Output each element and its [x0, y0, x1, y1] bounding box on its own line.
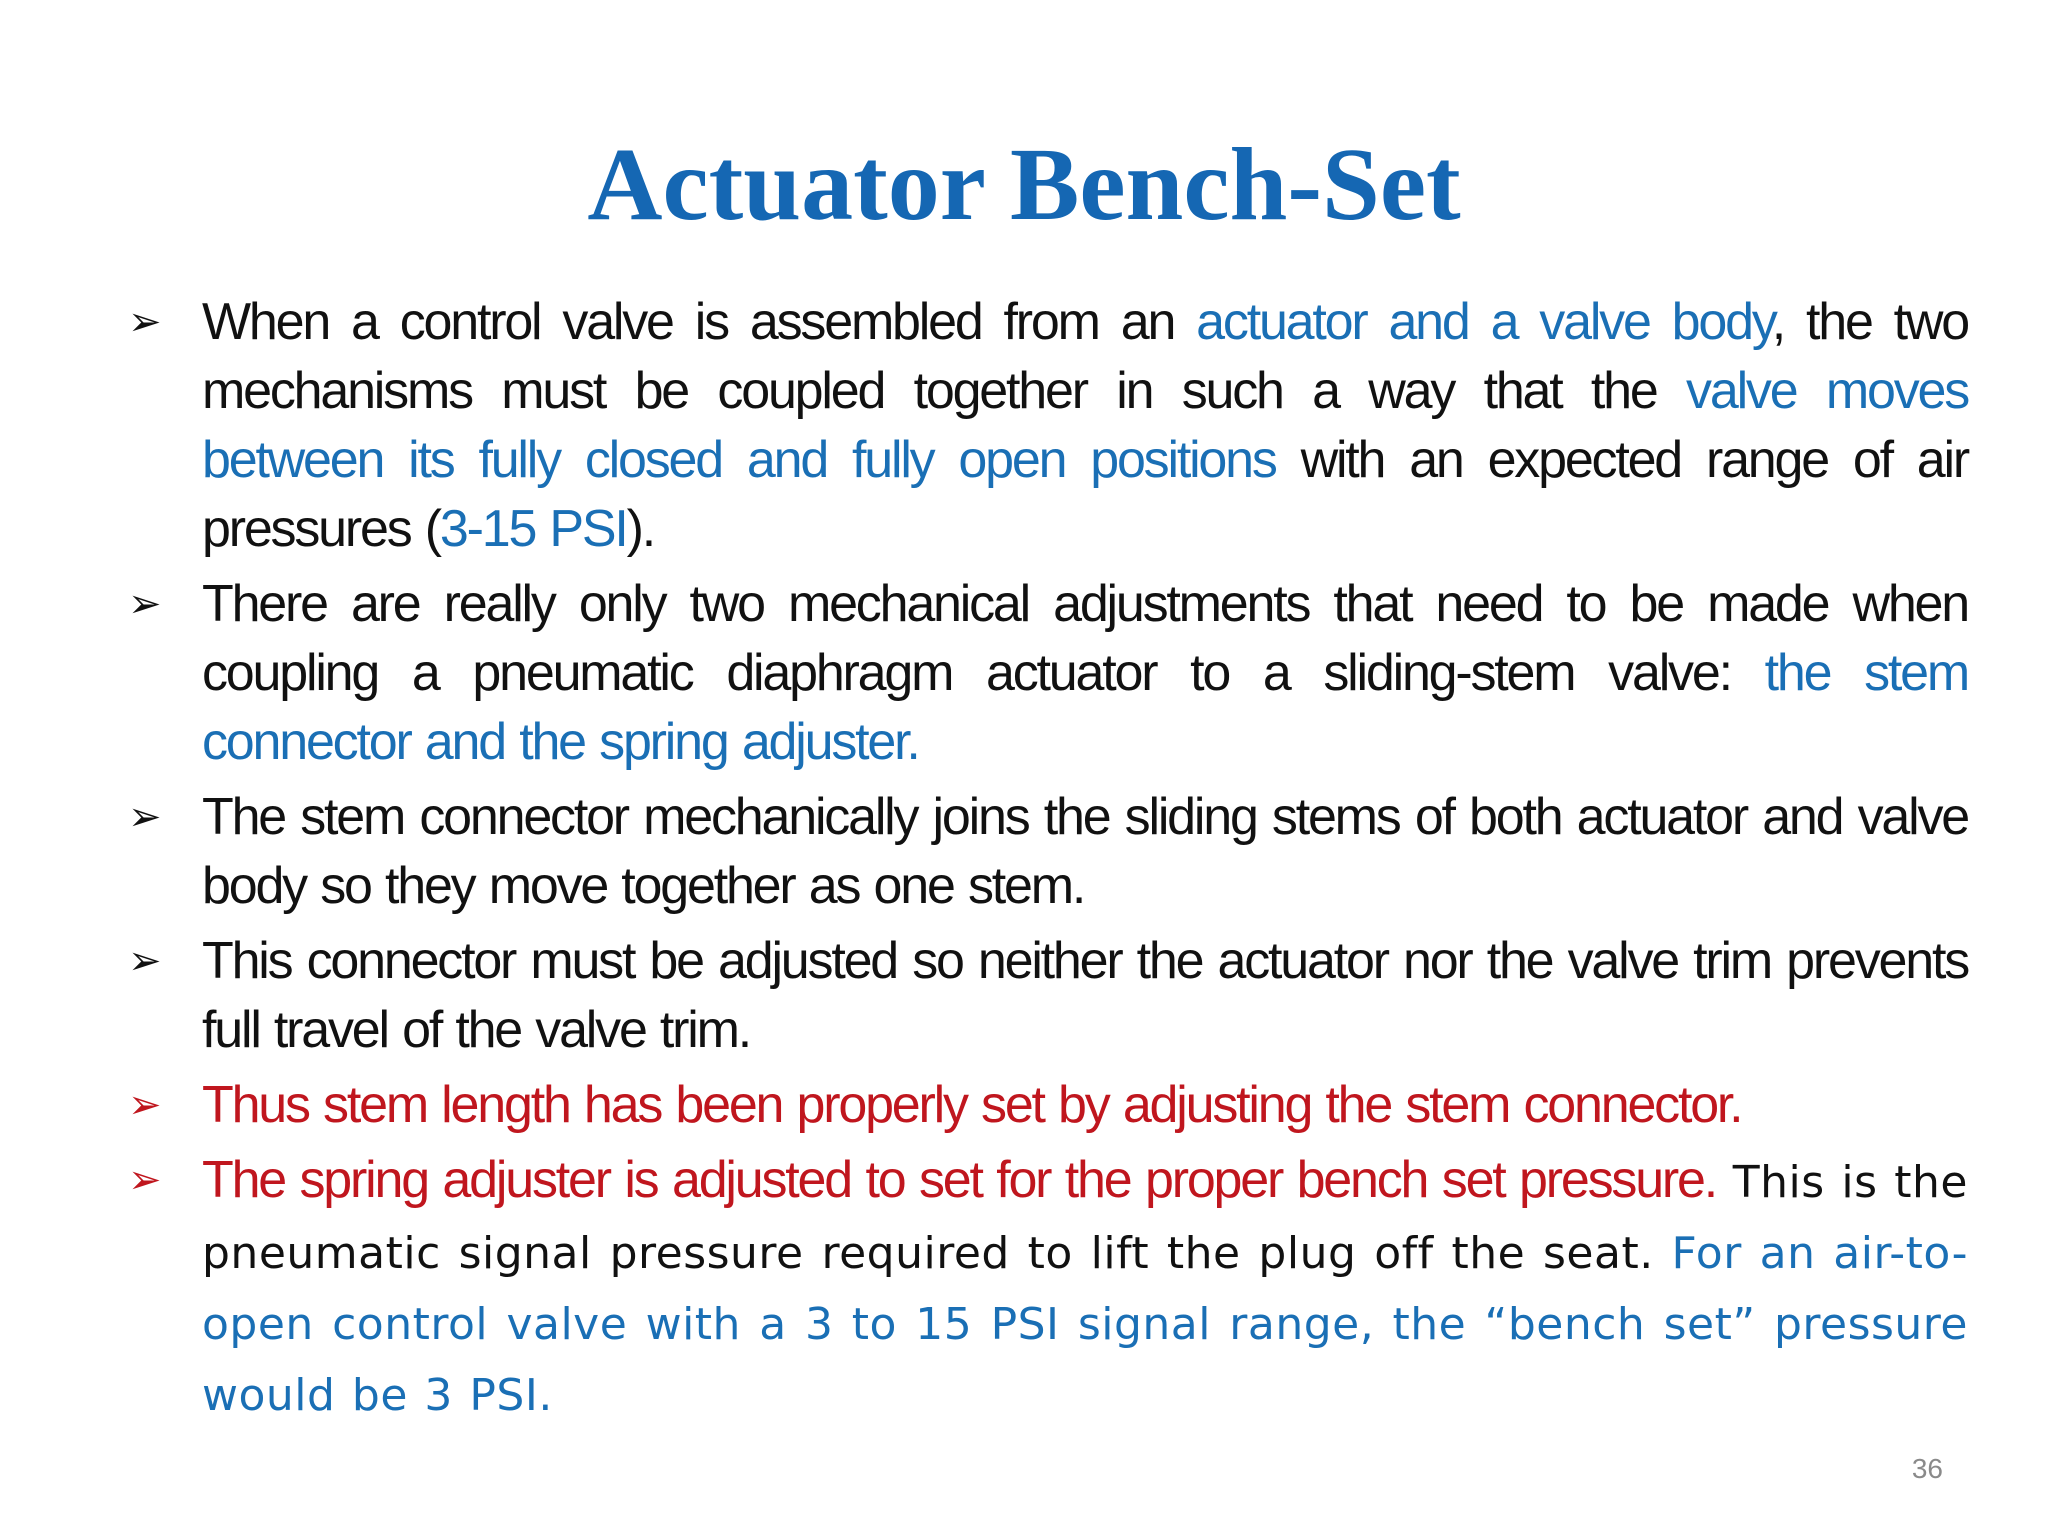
- highlight-text: actuator and a valve body: [1196, 293, 1772, 351]
- arrowhead-bullet-icon: ➢: [128, 1157, 162, 1203]
- bullet-item: [128, 1071, 1968, 1140]
- bullet-item: [128, 1146, 1968, 1430]
- bullet-text: When a control valve is assembled from an: [202, 293, 1197, 351]
- bullet-text: , the two mechanisms must be coupled together in such a way that the: [202, 293, 1969, 420]
- highlight-text: Thus stem length has been properly set by adjusting the stem connector.: [202, 1076, 1742, 1134]
- bullet-text: with an expected range of air pressures (: [202, 431, 1968, 558]
- bullet-item: [128, 783, 1968, 921]
- bullet-text: This is the pneumatic signal pressure required to lift the plug off the seat.: [202, 1157, 1968, 1279]
- bullet-item: [128, 288, 1968, 564]
- highlight-text: 3-15 PSI: [439, 500, 627, 558]
- highlight-text: valve moves between its fully closed and fully open positions: [202, 362, 1969, 489]
- arrowhead-bullet-icon: ➢: [128, 299, 162, 345]
- bullet-text: The stem connector mechanically joins the sliding stems of both actuator and valve body so they move together as one stem.: [202, 788, 1968, 915]
- arrowhead-bullet-icon: ➢: [128, 1082, 162, 1128]
- bullet-list: [128, 288, 1968, 1436]
- bullet-text: There are really only two mechanical adjustments that need to be made when coupling a pneumatic diaphragm actuator to a sliding-stem valve:: [202, 575, 1968, 702]
- arrowhead-bullet-icon: ➢: [128, 581, 162, 627]
- arrowhead-bullet-icon: ➢: [128, 794, 162, 840]
- bullet-text: This connector must be adjusted so neither the actuator nor the valve trim prevents full travel of the valve trim.: [202, 932, 1968, 1059]
- arrowhead-bullet-icon: ➢: [128, 938, 162, 984]
- page-number: 36: [1911, 1453, 1943, 1484]
- highlight-text: For an air-to-open control valve with a 3 to 15 PSI signal range, the “bench set” pressure would be 3 PSI.: [202, 1228, 1968, 1421]
- highlight-text: The spring adjuster is adjusted to set for the proper bench set pressure.: [202, 1151, 1716, 1209]
- slide-title: Actuator Bench-Set: [587, 127, 1461, 242]
- bullet-text: ).: [626, 500, 655, 558]
- bullet-item: [128, 927, 1968, 1065]
- bullet-item: [128, 570, 1968, 777]
- highlight-text: the stem connector and the spring adjuster.: [202, 644, 1968, 771]
